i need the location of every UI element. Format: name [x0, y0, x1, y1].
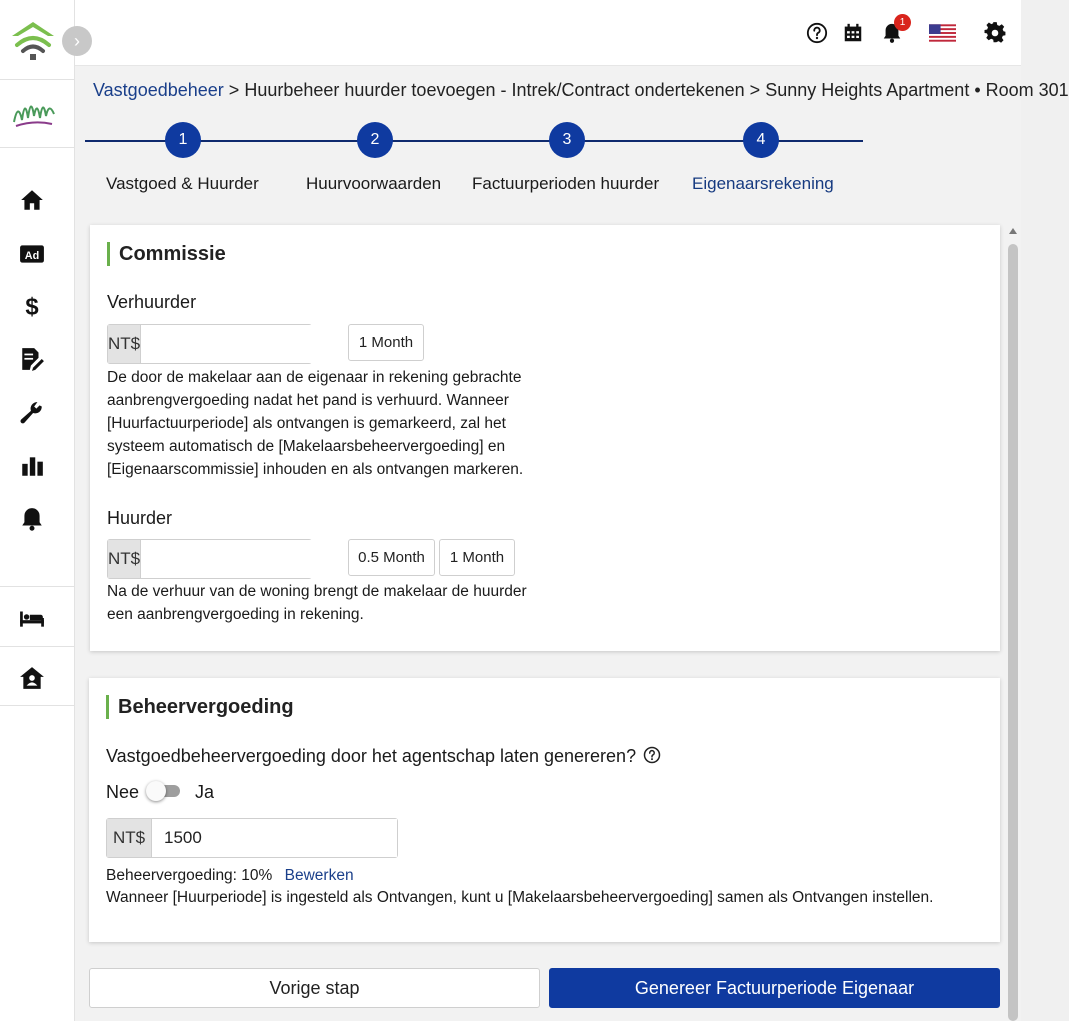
scrollbar[interactable] [1007, 228, 1019, 1021]
breadcrumb-current: Sunny Heights Apartment • Room 301 [765, 80, 1069, 100]
landlord-label: Verhuurder [107, 292, 197, 312]
toggle-knob [146, 781, 166, 801]
gear-icon [984, 22, 1006, 44]
breadcrumb-root-link[interactable]: Vastgoedbeheer [93, 80, 224, 100]
management-fee-question [106, 746, 661, 767]
top-bar [75, 0, 1021, 66]
step-2-label[interactable]: Huurvoorwaarden [306, 174, 442, 193]
nav-ads[interactable] [16, 238, 48, 270]
ad-icon [19, 241, 45, 267]
main-content [75, 66, 1069, 1021]
document-edit-icon [19, 346, 45, 372]
nav-documents[interactable] [16, 343, 48, 375]
currency-prefix: NT$ [108, 325, 141, 363]
edit-fee-link[interactable]: Bewerken [284, 867, 354, 884]
sidebar-divider [0, 646, 75, 647]
dollar-icon [19, 293, 45, 319]
management-fee-note: Wanneer [Huurperiode] is ingesteld als Ontvangen, kunt u [Makelaarsbeheervergoeding] samen als Ontvangen instellen. [106, 889, 934, 906]
bar-chart-icon [19, 453, 45, 479]
tenant-label: Huurder [107, 508, 173, 528]
landlord-description: De door de makelaar aan de eigenaar in rekening gebrachte aanbrengvergoeding nadat het pand is verhuurd. Wanneer [Huurfactuurperiode] als ontvangen is gemarkeerd, zal het systeem automatisch de [Makelaarsbeheervergoeding] en [Eigenaarscommissie] inhouden en als ontvangen markeren. [107, 369, 524, 478]
breadcrumb [93, 80, 1069, 101]
management-fee-question-text: Vastgoedbeheervergoeding door het agentschap laten genereren? [106, 746, 637, 766]
nav-notifications[interactable] [16, 503, 48, 535]
settings-button[interactable] [982, 20, 1008, 46]
toggle-on-label: Ja [195, 782, 215, 802]
brand-area [0, 80, 75, 148]
notification-count-badge: 1 [894, 14, 911, 31]
currency-prefix: NT$ [108, 540, 141, 578]
svg-text:$: $ [25, 293, 39, 321]
sidebar-divider [0, 586, 75, 587]
currency-prefix: NT$ [107, 819, 152, 857]
tenant-fee-group [107, 539, 312, 579]
scroll-up-icon[interactable] [1009, 228, 1017, 234]
bed-icon [19, 605, 45, 631]
management-fee-input[interactable] [152, 819, 397, 857]
management-fee-group [106, 818, 398, 858]
nav-maintenance[interactable] [16, 397, 48, 429]
scroll-thumb[interactable] [1008, 244, 1018, 1021]
step-1-label[interactable]: Vastgoed & Huurder [106, 174, 259, 193]
calendar-icon [842, 22, 864, 44]
commission-card [90, 225, 1000, 651]
nav-home[interactable] [16, 184, 48, 216]
sidebar-divider [0, 705, 75, 706]
management-fee-toggle[interactable] [146, 782, 180, 800]
notifications-button[interactable] [879, 17, 906, 46]
step-4-circle[interactable]: 4 [743, 122, 779, 158]
management-fee-rate: Beheervergoeding: 10% [106, 867, 273, 884]
breadcrumb-separator: > [749, 80, 761, 100]
svg-text:Ad: Ad [24, 249, 40, 262]
wifi-home-logo-icon[interactable] [8, 18, 58, 64]
step-3-circle[interactable]: 3 [549, 122, 585, 158]
management-fee-title: Beheervergoeding [106, 695, 294, 719]
nav-finance[interactable] [16, 290, 48, 322]
step-1-circle[interactable]: 1 [165, 122, 201, 158]
step-2-circle[interactable]: 2 [357, 122, 393, 158]
generate-owner-invoice-button[interactable]: Genereer Factuurperiode Eigenaar [549, 968, 1000, 1008]
calendar-button[interactable] [840, 20, 866, 46]
previous-step-button[interactable]: Vorige stap [89, 968, 540, 1008]
management-fee-card [89, 678, 1000, 942]
language-button[interactable] [928, 20, 956, 46]
sidebar [0, 0, 80, 1021]
home-icon [19, 187, 45, 213]
help-icon [806, 22, 828, 44]
sidebar-expand-button[interactable] [62, 26, 92, 56]
wrench-icon [19, 400, 45, 426]
management-fee-info [106, 864, 354, 887]
chevron-right-icon: › [74, 30, 80, 51]
breadcrumb-separator: > [228, 80, 240, 100]
bell-icon [19, 506, 45, 532]
landlord-1-month-chip[interactable]: 1 Month [348, 324, 424, 361]
nav-reports[interactable] [16, 450, 48, 482]
step-3-label[interactable]: Factuurperioden huurder [472, 174, 660, 193]
commission-title: Commissie [107, 242, 226, 266]
nav-owners[interactable] [16, 662, 48, 694]
nav-rooms[interactable] [16, 602, 48, 634]
help-button[interactable] [804, 20, 830, 46]
landlord-fee-group [107, 324, 312, 364]
house-user-icon [19, 665, 45, 691]
tenant-1-month-chip[interactable]: 1 Month [439, 539, 515, 576]
breadcrumb-middle: Huurbeheer huurder toevoegen - Intrek/Contract ondertekenen [244, 80, 745, 100]
us-flag-icon [929, 24, 956, 42]
help-icon[interactable] [643, 746, 661, 764]
tenant-description: Na de verhuur van de woning brengt de makelaar de huurder een aanbrengvergoeding in rekening. [107, 583, 527, 623]
step-4-label[interactable]: Eigenaarsrekening [692, 174, 834, 193]
toggle-off-label: Nee [106, 782, 140, 802]
brand-logo-icon [12, 92, 56, 130]
tenant-half-month-chip[interactable]: 0.5 Month [348, 539, 435, 576]
